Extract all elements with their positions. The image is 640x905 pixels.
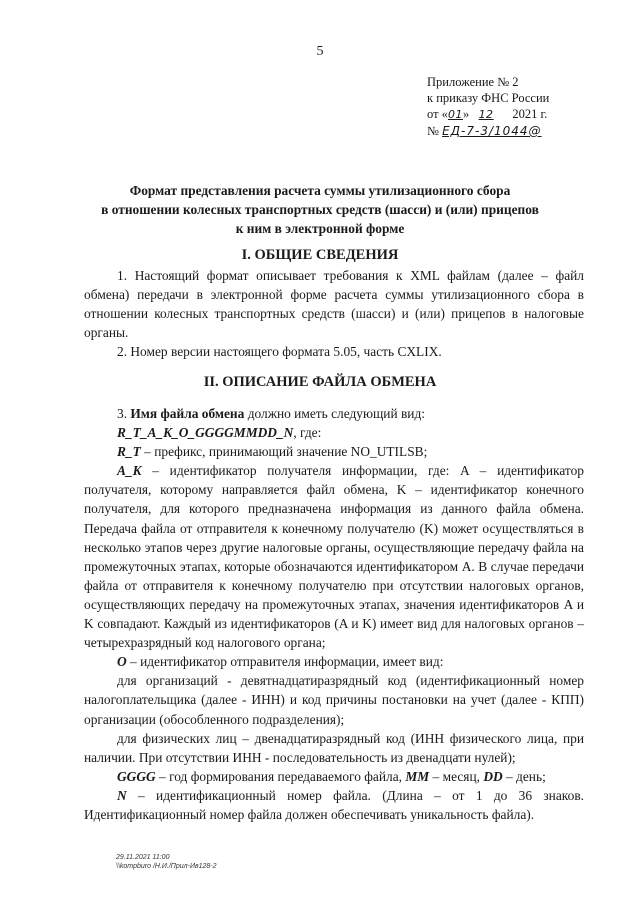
n-definition [84,786,584,824]
ak-term: A_K [117,463,142,479]
date-definition [84,767,584,786]
ak-text: – идентификатор получателя информации, где: A – идентификатор получателя, которому направляется файл обмена, K – идентификатор конечного получателя, для которого предназначена информация из данного файла обмена. Передача файла от отправителя к конечному получателю (K) может осуществляться в несколько этапов через другие налоговые органы, осуществляющие передачу файла на промежуточных этапах, которые обозначаются идентификатором A. В случае передачи файла от отправителя к конечному получателю при отсутствии налоговых органов, осуществляющих передачу на промежуточных этапах, значения идентификаторов A и K совпадают. Каждый из идентификаторов (A и K) имеет вид для налоговых органов – четырехразрядный код налогового органа; [84,463,584,651]
handwritten-order-number: ЕД-7-3/1044@ [442,124,542,138]
rt-text: – префикс, принимающий значение NO_UTILSB; [140,444,428,460]
section-heading-exchange-file: II. ОПИСАНИЕ ФАЙЛА ОБМЕНА [203,374,437,390]
appendix-date-line [427,106,549,123]
paragraph-1: 1. Настоящий формат описывает требования к XML файлам (далее – файл обмена) передачи в электронной форме расчета суммы утилизационного сбора в отношении колесных транспортных средств (шасси) и (или) прицепов в налоговые органы. [84,268,584,341]
section-heading-general: I. ОБЩИЕ СВЕДЕНИЯ [241,247,399,263]
section-general-body [84,266,584,361]
paragraph-2: 2. Номер версии настоящего формата 5.05, часть CXLIX. [117,344,442,360]
n-text: – идентификационный номер файла. (Длина – от 1 до 36 знаков. Идентификационный номер файла должен обеспечивать уникальность файла). [84,787,584,822]
date-mid: » [462,107,470,121]
o-term: O [117,654,127,670]
footer-timestamp: 29.11.2021 11:00 [116,854,170,861]
paragraph-3 [84,404,584,423]
title-line: к ним в электронной форме [235,221,405,236]
date-prefix: от « [427,107,448,121]
appendix-header [427,74,549,139]
gggg-text: – год формирования передаваемого файла, [155,768,406,784]
organizations-definition: для организаций - девятнадцатиразрядный код (идентификационный номер налогоплательщика (далее - ИНН) и код причины постановки на учет (далее - КПП) организации (обособленного подразделения); [84,673,584,727]
handwritten-month: 12 [478,108,494,121]
p3-number: 3. [117,406,131,421]
title-line: в отношении колесных транспортных средств (шасси) и (или) прицепов [101,202,539,217]
page-number: 5 [316,44,324,59]
mm-term: MM [405,768,430,784]
pattern-rest: , где: [293,425,322,441]
footer-path: \\kompburo /Н.И./Прил-Ив128-2 [116,863,217,870]
gggg-term: GGGG [117,768,156,784]
dd-text: – день; [502,768,546,784]
n-term: N [117,787,127,803]
rt-definition [84,442,584,461]
file-name-pattern: R_T_A_K_O_GGGGMMDD_N [117,425,294,441]
document-title [60,181,580,238]
number-prefix: № [427,124,439,138]
section-exchange-body [84,404,584,824]
o-text: – идентификатор отправителя информации, имеет вид: [126,654,444,670]
mm-text: – месяц, [429,768,484,784]
o-definition [84,652,584,671]
dd-term: DD [483,768,503,784]
appendix-line: Приложение № 2 [427,75,519,89]
individuals-definition: для физических лиц – двенадцатиразрядный код (ИНН физического лица, при наличии. При отсутствии ИНН - последовательность из двенадцати нулей); [84,730,584,765]
p3-bold-term: Имя файла обмена [130,406,245,421]
file-name-pattern-line [84,423,584,442]
handwritten-day: 01 [447,108,463,121]
date-year: 2021 г. [512,107,548,121]
appendix-number-line [427,123,549,139]
title-line: Формат представления расчета суммы утилизационного сбора [129,183,511,198]
ak-definition [84,461,584,652]
file-footer [116,853,217,871]
p3-text: должно иметь следующий вид: [244,406,425,421]
rt-term: R_T [117,444,141,460]
appendix-order-line: к приказу ФНС России [427,91,550,105]
